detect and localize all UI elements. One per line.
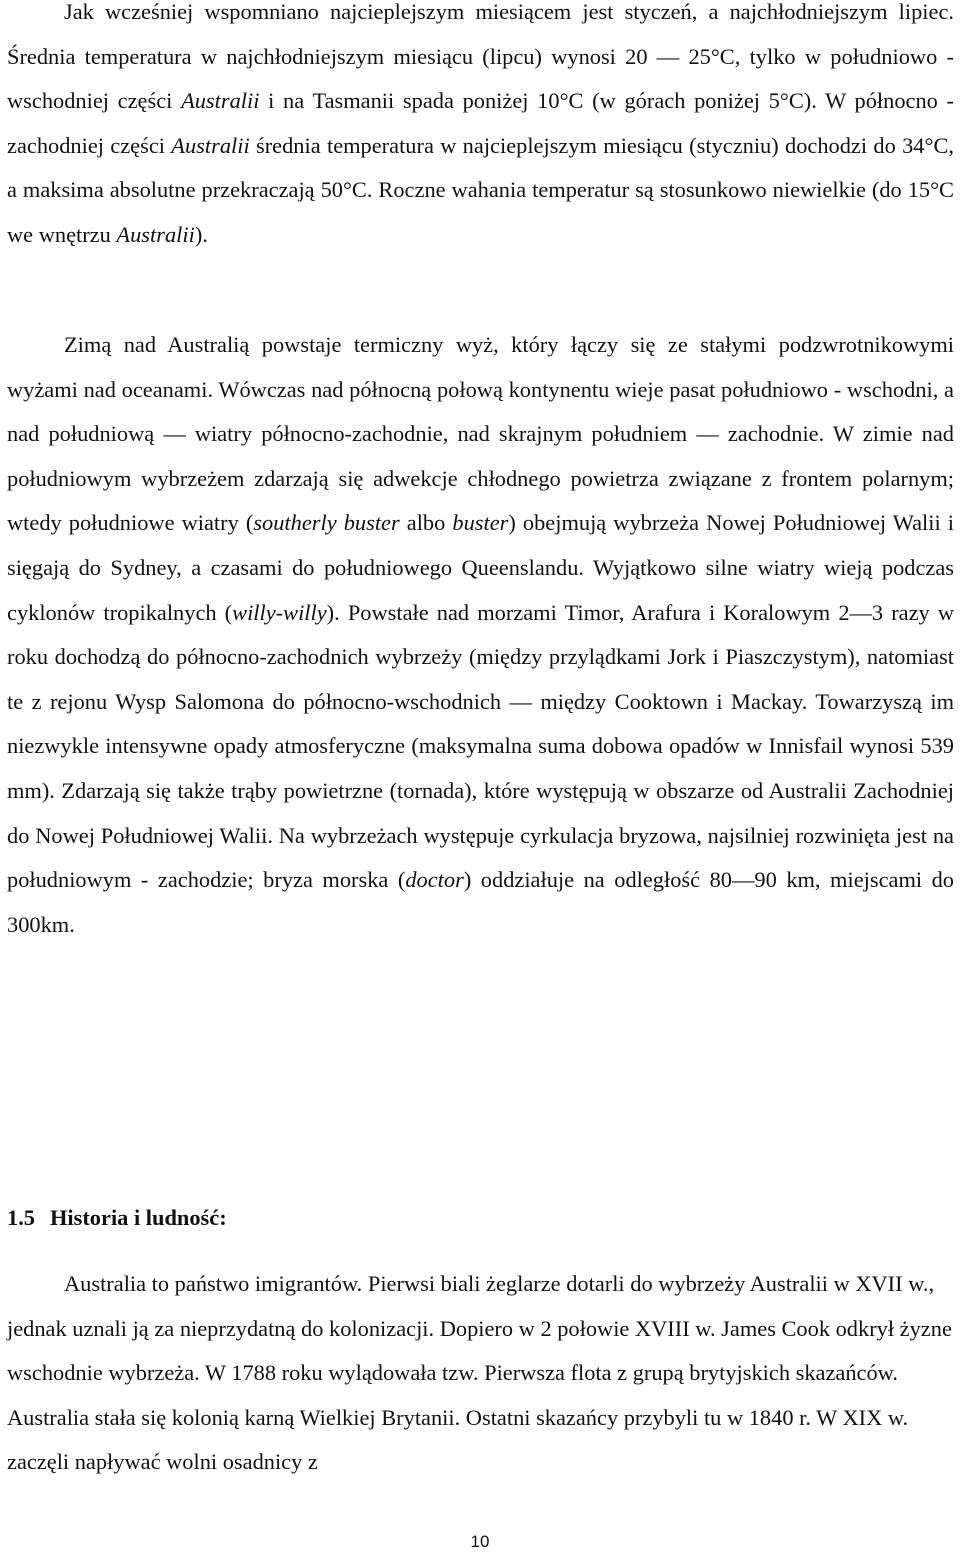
section-heading: [7, 1201, 227, 1235]
italic-term: Australii: [116, 221, 195, 247]
italic-term: Australii: [181, 88, 260, 114]
paragraph-climate: [7, 0, 954, 258]
italic-term: southerly buster: [253, 510, 400, 536]
italic-term: willy-willy: [232, 599, 327, 625]
text-run: ). Powstałe nad morzami Timor, Arafura i Koralowym 2—3 razy w roku dochodzą do północno-zachodnich wybrzeży (między przylądkami Jork i Piaszczystym), natomiast te z rejonu Wysp Salomona do północno-wschodnich — między Cooktown i Mackay. Towarzyszą im niezwykle intensywne opady atmosferyczne (maksymalna suma dobowa opadów w Innisfail wynosi 539 mm). Zdarzają się także trąby powietrzne (tornada), które występują w obszarze od Australii Zachodniej do Nowej Południowej Walii. Na wybrzeżach występuje cyrkulacja bryzowa, najsilniej rozwinięta jest na południowym - zachodzie; bryza morska (: [7, 599, 955, 893]
text-run: albo: [399, 510, 453, 536]
text-run: Jak wcześniej wspomniano najcieplejszym miesiącem jest styczeń, a najchłodniejszym lipiec. Średnia temperatura w najchłodniejszym miesiącu (lipcu) wynosi 20 — 25°C, tylko w południowo - wschodniej części: [7, 0, 954, 114]
paragraph-history: Australia to państwo imigrantów. Pierwsi biali żeglarze dotarli do wybrzeży Australii w XVII w., jednak uznali ją za nieprzydatną do kolonizacji. Dopiero w 2 połowie XVIII w. James Cook odkrył żyzne wschodnie wybrzeża. W 1788 roku wylądowała tzw. Pierwsza flota z grupą brytyjskich skazańców. Australia stała się kolonią karną Wielkiej Brytanii. Ostatni skazańcy przybyli tu w 1840 r. W XIX w. zaczęli napływać wolni osadnicy z: [7, 1271, 952, 1475]
section-title: Historia i ludność:: [50, 1205, 227, 1230]
text-run: ).: [194, 221, 208, 247]
text-run: ) obejmują wybrzeża Nowej Południowej Walii i sięgają do Sydney, a czasami do południowego Queenslandu. Wyjątkowo silne wiatry wieją podczas cyklonów tropikalnych (: [7, 510, 955, 625]
text-run: ) oddziałuje na odległość 80—90 km, miejscami do 300km.: [7, 867, 955, 937]
section-number: 1.5: [7, 1205, 35, 1230]
text-run: średnia temperatura w najcieplejszym miesiącu (styczniu) dochodzi do 34°C, a maksima absolutne przekraczają 50°C. Roczne wahania temperatur są stosunkowo niewielkie (do 15°C we wnętrzu: [7, 132, 954, 247]
text-run: Zimą nad Australią powstaje termiczny wyż, który łączy się ze stałymi podzwrotnikowymi wyżami nad oceanami. Wówczas nad północną połową kontynentu wieje pasat południowo - wschodni, a nad południową — wiatry północno-zachodnie, nad skrajnym południem — zachodnie. W zimie nad południowym wybrzeżem zdarzają się adwekcje chłodnego powietrza związane z frontem polarnym; wtedy południowe wiatry (: [7, 332, 954, 536]
italic-term: doctor: [405, 867, 464, 893]
italic-term: Australii: [171, 132, 250, 158]
text-run: i na Tasmanii spada poniżej 10°C (w górach poniżej 5°C). W północno - zachodniej części: [7, 88, 954, 158]
paragraph-winds: [7, 323, 954, 947]
page-number: 10: [470, 1532, 490, 1551]
italic-term: buster: [452, 510, 509, 536]
